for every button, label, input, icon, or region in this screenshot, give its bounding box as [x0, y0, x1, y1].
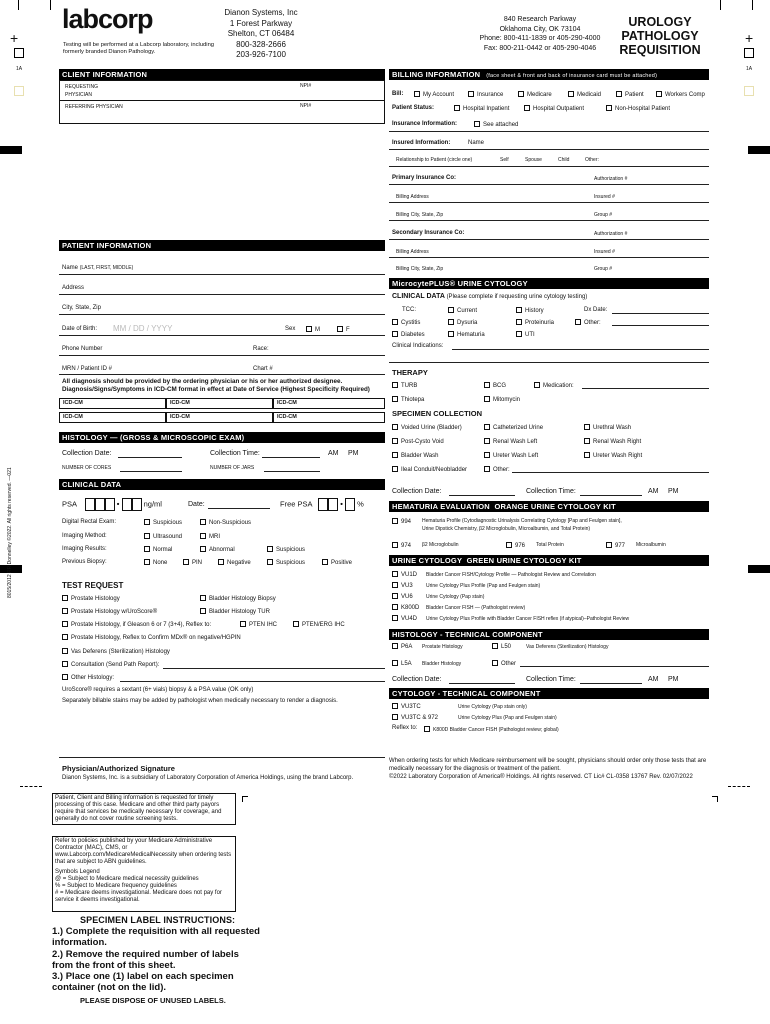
insured-info-label: Insured Information:: [392, 140, 451, 146]
labcorp-logo: labcorp: [62, 4, 153, 34]
test-977[interactable]: 977: [606, 542, 625, 549]
psa-label: PSA • ng/ml: [62, 498, 162, 511]
microcyte-collection-time-field[interactable]: [580, 495, 642, 496]
dre-label: Digital Rectal Exam:: [62, 519, 117, 525]
insured-name-label: Name: [468, 140, 485, 146]
microcyte-collection-date-label: Collection Date:: [392, 488, 442, 495]
primary-insured-num-label: Insured #: [594, 194, 615, 200]
psa-digit-2[interactable]: [95, 498, 105, 511]
test-vu4d[interactable]: VU4D: [392, 615, 417, 622]
test-pten-erg-ihc[interactable]: PTEN/ERG IHC: [293, 621, 345, 628]
therapy-medication[interactable]: Medication:: [534, 382, 574, 389]
tech-am[interactable]: AM: [648, 676, 659, 683]
primary-billing-address-field[interactable]: [389, 202, 709, 203]
relation-spouse[interactable]: Spouse: [525, 157, 542, 163]
primary-group-num-label: Group #: [594, 212, 613, 218]
opt-cystitis[interactable]: Cystitis: [392, 319, 420, 326]
secondary-insurance-field[interactable]: [389, 239, 709, 240]
test-vas-deferens[interactable]: Vas Deferens (Sterilization) Histology: [62, 648, 170, 655]
icd-field-1[interactable]: ICD-CM: [59, 398, 166, 409]
faint-mark: [744, 86, 754, 96]
test-pten-ihc[interactable]: PTEN IHC: [240, 621, 277, 628]
imaging-suspicious[interactable]: Suspicious: [267, 546, 305, 553]
test-vu4d-desc: Urine Cytology Plus Profile with Bladder Cancer FISH reflex (if atypical)–Pathologist Review: [426, 616, 630, 622]
dre-suspicious[interactable]: Suspicious: [144, 519, 182, 526]
signature-field[interactable]: [59, 757, 385, 758]
test-vu6-desc: Urine Cytology (Pap stain): [426, 594, 485, 600]
patient-city-field[interactable]: [59, 314, 385, 315]
corner-mark: [242, 796, 248, 802]
signature-label: Physician/Authorized Signature: [62, 764, 175, 773]
test-prostate-histology[interactable]: Prostate Histology: [62, 595, 120, 602]
test-other-histology[interactable]: Other Histology:: [62, 674, 114, 681]
diagnosis-note-1: All diagnosis should be provided by the ordering physician or his or her authorized designee.: [62, 378, 343, 385]
therapy-thiotepa[interactable]: Thiotepa: [392, 396, 424, 403]
biopsy-positive[interactable]: Positive: [322, 559, 352, 566]
test-976[interactable]: 976: [506, 542, 525, 549]
tech-collection-time-field[interactable]: [580, 683, 642, 684]
icd-field-3[interactable]: ICD-CM: [273, 398, 385, 409]
histology-collection-time-field[interactable]: [262, 457, 320, 458]
patient-info-heading: PATIENT INFORMATION: [59, 240, 385, 251]
phone-label: Phone Number: [62, 346, 103, 352]
histology-collection-time-label: Collection Time:: [210, 450, 260, 457]
test-vu3tc-desc: Urine Cytology (Pap stain only): [458, 704, 527, 710]
specimen-renal-right[interactable]: Renal Wash Right: [584, 438, 641, 445]
dob-label: Date of Birth:: [62, 326, 98, 332]
opt-proteinuria[interactable]: Proteinuria: [516, 319, 554, 326]
specimen-urethral-wash[interactable]: Urethral Wash: [584, 424, 631, 431]
crop-mark: [720, 0, 721, 10]
tech-pm[interactable]: PM: [668, 676, 679, 683]
test-request-heading: TEST REQUEST: [62, 581, 124, 590]
crop-mark: [50, 0, 51, 10]
histology-tech-heading: HISTOLOGY - TECHNICAL COMPONENT: [389, 629, 709, 640]
secondary-billing-address-field[interactable]: [389, 257, 709, 258]
clinical-data-heading: CLINICAL DATA: [59, 479, 385, 490]
imaging-method-label: Imaging Method:: [62, 533, 107, 539]
free-psa-digit-2[interactable]: [328, 498, 338, 511]
cores-field[interactable]: [120, 471, 182, 472]
copyright: ©2022 Laboratory Corporation of America® Holdings. All rights reserved. CT Lic# CL-0358 13767 Rev. 02/07/2022: [389, 774, 693, 780]
specimen-renal-left[interactable]: Renal Wash Left: [484, 438, 537, 445]
sex-label: Sex: [285, 326, 296, 332]
opt-diabetes[interactable]: Diabetes: [392, 331, 425, 338]
patient-address-label: Address: [62, 285, 85, 291]
specimen-bladder-wash[interactable]: Bladder Wash: [392, 452, 438, 459]
dx-date-label: Dx Date:: [584, 307, 608, 313]
test-vu3tc[interactable]: VU3TC: [392, 703, 421, 710]
square-mark: [14, 48, 24, 58]
mrn-field[interactable]: [59, 374, 385, 375]
test-prostate-gleason-reflex[interactable]: Prostate Histology, if Gleason 6 or 7 (3+4), Reflex to:: [62, 621, 211, 628]
corner-mark: [712, 796, 718, 802]
psa-digit-4[interactable]: [122, 498, 132, 511]
sex-m-checkbox[interactable]: M: [306, 326, 320, 333]
histology-tech-other-field[interactable]: [520, 666, 709, 667]
crop-mark: [20, 786, 42, 787]
imaging-abnormal[interactable]: Abnormal: [200, 546, 235, 553]
specimen-post-cysto[interactable]: Post-Cysto Void: [392, 438, 444, 445]
stains-note: Separately billable stains may be added by pathologist when medically necessary to render a diagnosis.: [62, 698, 338, 704]
instructions-list: 1.) Complete the requisition with all requested information. 2.) Remove the required number of labels from the front of this sheet. 3.) Place one (1) label on each specimen container (not on the lid).: [52, 926, 260, 994]
test-bladder-tur[interactable]: Bladder Histology TUR: [200, 608, 270, 615]
referring-physician-field[interactable]: [61, 111, 311, 119]
therapy-heading: THERAPY: [392, 368, 428, 377]
icd-field-5[interactable]: ICD-CM: [166, 412, 273, 423]
crop-mark: [18, 0, 19, 10]
registration-mark: [0, 146, 22, 154]
diagnosis-note-2: Diagnosis/Signs/Symptoms in ICD-CM format in effect at Date of Service (Highest Specificity Required): [62, 386, 370, 393]
test-976-desc: Total Protein: [536, 542, 564, 548]
bill-label: Bill:: [392, 91, 404, 97]
requesting-physician-field[interactable]: [61, 91, 311, 99]
primary-billing-city-field[interactable]: [389, 220, 709, 221]
status-non-hospital[interactable]: Non-Hospital Patient: [606, 105, 670, 112]
medicare-note: When ordering tests for which Medicare reimbursement will be sought, physicians should order only those tests that are medically necessary for the diagnosis or treatment of the patient.: [389, 758, 707, 772]
patient-name-label: Name (LAST, FIRST, MIDDLE): [62, 265, 134, 271]
psa-digit-3[interactable]: [105, 498, 115, 511]
corner-label: 1A: [16, 66, 23, 72]
tech-collection-time-label: Collection Time:: [526, 676, 576, 683]
see-attached-checkbox[interactable]: See attached: [474, 121, 518, 128]
opt-other-field[interactable]: [612, 325, 709, 326]
form-title: UROLOGY PATHOLOGY REQUISITION: [619, 15, 701, 57]
cores-label: NUMBER OF CORES: [62, 465, 112, 471]
imaging-normal[interactable]: Normal: [144, 546, 172, 553]
therapy-turb[interactable]: TURB: [392, 382, 417, 389]
opt-uti[interactable]: UTI: [516, 331, 535, 338]
test-l5a[interactable]: L5A: [392, 660, 412, 667]
status-outpatient[interactable]: Hospital Outpatient: [524, 105, 584, 112]
status-inpatient[interactable]: Hospital Inpatient: [454, 105, 509, 112]
patient-city-label: City, State, Zip: [62, 305, 101, 311]
test-bladder-biopsy[interactable]: Bladder Histology Biopsy: [200, 595, 276, 602]
tcc-current[interactable]: Current: [448, 307, 477, 314]
company-address: Dianon Systems, Inc 1 Forest Parkway Shelton, CT 06484 800-328-2666 203-926-7100: [224, 8, 298, 59]
consultation-field[interactable]: [163, 668, 385, 669]
secondary-insured-num-label: Insured #: [594, 249, 615, 255]
registration-mark: [748, 565, 770, 573]
client-info-heading: CLIENT INFORMATION: [59, 69, 385, 80]
specimen-collection-heading: SPECIMEN COLLECTION: [392, 409, 483, 418]
cytology-tech-heading: CYTOLOGY - TECHNICAL COMPONENT: [389, 688, 709, 699]
square-mark: [744, 48, 754, 58]
test-p6a[interactable]: P6A: [392, 643, 412, 650]
test-994[interactable]: 994: [392, 518, 411, 525]
dob-field[interactable]: MM / DD / YYYY: [113, 324, 173, 333]
test-l5a-desc: Bladder Histology: [422, 661, 462, 667]
relation-child[interactable]: Child: [558, 157, 570, 163]
relation-other[interactable]: Other:: [585, 157, 599, 163]
biopsy-negative[interactable]: Negative: [218, 559, 251, 566]
bill-my-account[interactable]: My Account: [414, 91, 454, 98]
secondary-authorization-label: Authorization #: [594, 231, 628, 237]
chart-label: Chart #: [253, 366, 273, 372]
microcyte-heading: MicrocytePLUS® URINE CYTOLOGY: [389, 278, 709, 289]
icd-field-2[interactable]: ICD-CM: [166, 398, 273, 409]
jars-label: NUMBER OF JARS: [210, 465, 255, 471]
test-974-desc: β2 Microglobulin: [422, 542, 459, 548]
lab-address: 840 Research Parkway Oklahoma City, OK 73104 Phone: 800-411-1839 or 405-290-4000 Fax: 800-211-0442 or 405-290-4046: [479, 16, 601, 52]
relation-self[interactable]: Self: [500, 157, 509, 163]
specimen-voided-urine[interactable]: Voided Urine (Bladder): [392, 424, 462, 431]
opt-other[interactable]: Other:: [575, 319, 601, 326]
relationship-label: Relationship to Patient (circle one): [396, 157, 473, 163]
specimen-catheterized[interactable]: Catheterized Urine: [484, 424, 543, 431]
therapy-bcg[interactable]: BCG: [484, 382, 506, 389]
corner-label: 1A: [746, 66, 753, 72]
bill-insurance[interactable]: Insurance: [468, 91, 503, 98]
bill-workers-comp[interactable]: Workers Comp: [656, 91, 705, 98]
specimen-ileal-conduit[interactable]: Ileal Conduit/Neobladder: [392, 466, 467, 473]
test-confirm-mdx[interactable]: Prostate Histology, Reflex to Confirm MDx® on negative/HGPIN: [62, 634, 241, 641]
clinical-indications-field[interactable]: [452, 349, 709, 350]
psa-digit-1[interactable]: [85, 498, 95, 511]
crop-mark: [728, 786, 750, 787]
race-label: Race:: [253, 346, 269, 352]
histology-heading: HISTOLOGY — (GROSS & MICROSCOPIC EXAM): [59, 432, 385, 443]
specimen-other[interactable]: Other:: [484, 466, 510, 473]
biopsy-pin[interactable]: PIN: [183, 559, 202, 566]
primary-insurance-label: Primary Insurance Co:: [392, 175, 457, 181]
jars-field[interactable]: [264, 471, 320, 472]
bill-medicare[interactable]: Medicare: [518, 91, 552, 98]
side-print-text: 8015/2012 RR Donnelley ©2022. All rights reserved. —021: [7, 467, 13, 598]
secondary-insurance-label: Secondary Insurance Co:: [392, 230, 465, 236]
dispose-note: PLEASE DISPOSE OF UNUSED LABELS.: [80, 996, 226, 1005]
medical-necessity-box: Patient, Client and Billing information is requested for timely processing of this case. Medicare and other third party payors require that services be medically necessary for coverage, and generally do not cover routine screening tests.: [52, 793, 236, 825]
previous-biopsy-label: Previous Biopsy:: [62, 559, 107, 565]
phone-field[interactable]: [59, 355, 385, 356]
microcyte-pm[interactable]: PM: [668, 488, 679, 495]
microcyte-am[interactable]: AM: [648, 488, 659, 495]
primary-billing-address-label: Billing Address: [396, 194, 429, 200]
free-psa-label: Free PSA • %: [280, 498, 364, 511]
biopsy-none[interactable]: None: [144, 559, 167, 566]
other-histology-field[interactable]: [120, 681, 385, 682]
secondary-billing-address-label: Billing Address: [396, 249, 429, 255]
test-k800d[interactable]: K800D: [392, 604, 419, 611]
urine-cytology-heading: URINE CYTOLOGY GREEN URINE CYTOLOGY KIT: [389, 555, 709, 566]
psa-date-label: Date:: [188, 501, 205, 508]
billing-info-heading: BILLING INFORMATION (face sheet & front and back of insurance card must be attached): [389, 69, 709, 80]
histology-am[interactable]: AM: [328, 450, 339, 457]
tcc-history[interactable]: History: [516, 307, 544, 314]
test-977-desc: Microalbumin: [636, 542, 666, 548]
secondary-group-num-label: Group #: [594, 266, 613, 272]
test-vu3[interactable]: VU3: [392, 582, 413, 589]
microcyte-collection-date-field[interactable]: [449, 495, 515, 496]
dre-non-suspicious[interactable]: Non-Suspicious: [200, 519, 251, 526]
opt-dysuria[interactable]: Dysuria: [448, 319, 477, 326]
test-vu1d[interactable]: VU1D: [392, 571, 417, 578]
test-vu3tc-972[interactable]: VU3TC & 972: [392, 714, 438, 721]
faint-mark: [14, 86, 24, 96]
registration-mark: [748, 146, 770, 154]
legend-box: Refer to policies published by your Medicare Administrative Contractor (MAC), CMS, or www.Labcorp.com/MedicareMedicalNecessity when ordering tests that are subject to ABN guidelines. Symbols Legend @ = Subject to Medicare medical necessity guidelines % = Subject to Medicare frequency guidelines # = Medicare deems investigational. Medicare does not pay for service it deems investigational.: [52, 836, 236, 912]
mrn-label: MRN / Patient ID #: [62, 366, 113, 372]
test-vu6[interactable]: VU6: [392, 593, 413, 600]
test-994-desc-2: Urine Dipstick Chemistry, β2 Microglobulin, Microalbumin, and Total Protein): [422, 526, 591, 532]
subsidiary-note: Dianon Systems, Inc. is a subsidiary of Laboratory Corporation of America Holdings, using the brand Labcorp.: [62, 775, 354, 781]
medication-field[interactable]: [582, 388, 709, 389]
therapy-mitomycin[interactable]: Mitomycin: [484, 396, 520, 403]
sex-f-checkbox[interactable]: F: [337, 326, 350, 333]
patient-name-field[interactable]: [59, 274, 385, 275]
psa-digit-5[interactable]: [132, 498, 142, 511]
insurance-info-label: Insurance Information:: [392, 121, 458, 127]
test-974[interactable]: 974: [392, 542, 411, 549]
test-l50-desc: Vas Deferens (Sterilization) Histology: [526, 644, 609, 650]
test-l50[interactable]: L50: [492, 643, 511, 650]
primary-billing-city-label: Billing City, State, Zip: [396, 212, 444, 218]
histology-pm[interactable]: PM: [348, 450, 359, 457]
instructions-title: SPECIMEN LABEL INSTRUCTIONS:: [80, 915, 236, 925]
tcc-label: TCC:: [402, 307, 416, 313]
histology-tech-other[interactable]: Other: [492, 660, 516, 667]
test-k800d-desc: Bladder Cancer FISH — (Pathologist review): [426, 605, 526, 611]
test-consultation[interactable]: Consultation (Send Path Report):: [62, 661, 159, 668]
insured-name-field[interactable]: [389, 149, 709, 150]
test-prostate-uroscore[interactable]: Prostate Histology w/UroScore®: [62, 608, 157, 615]
test-vu3tc-972-desc: Urine Cytology Plus (Pap and Feulgen stain): [458, 715, 557, 721]
tech-collection-date-label: Collection Date:: [392, 676, 442, 683]
test-p6a-desc: Prostate Histology: [422, 644, 463, 650]
testing-note: Testing will be performed at a Labcorp laboratory, including formerly branded Dianon Pathology.: [63, 42, 215, 55]
hematuria-heading: HEMATURIA EVALUATION ORANGE URINE CYTOLOGY KIT: [389, 501, 709, 512]
biopsy-suspicious[interactable]: Suspicious: [267, 559, 305, 566]
clinical-indications-label: Clinical Indications:: [392, 343, 444, 349]
reflex-label: Reflex to:: [392, 725, 418, 731]
secondary-billing-city-label: Billing City, State, Zip: [396, 266, 444, 272]
test-vu1d-desc: Bladder Cancer FISH/Cytology Profile — Pathologist Review and Correlation: [426, 572, 596, 578]
microcyte-clinical-label: CLINICAL DATA (Please complete if requesting urine cytology testing): [392, 293, 588, 300]
crosshair-icon: +: [745, 30, 754, 46]
histology-collection-date-field[interactable]: [118, 457, 182, 458]
dx-date-field[interactable]: [612, 313, 709, 314]
specimen-other-field[interactable]: [512, 472, 709, 473]
psa-date-field[interactable]: [208, 508, 270, 509]
specimen-ureter-right[interactable]: Ureter Wash Right: [584, 452, 642, 459]
imaging-ultrasound[interactable]: Ultrasound: [144, 533, 182, 540]
uroscore-note: UroScore® requires a sextant (6+ vials) biopsy & a PSA value (OK only): [62, 687, 254, 693]
tech-collection-date-field[interactable]: [449, 683, 515, 684]
reflex-k800d[interactable]: K800D Bladder Cancer FISH (Pathologist review; global): [424, 726, 559, 733]
opt-hematuria[interactable]: Hematuria: [448, 331, 485, 338]
bill-medicaid[interactable]: Medicaid: [568, 91, 601, 98]
patient-address-field[interactable]: [59, 294, 385, 295]
free-psa-digit-1[interactable]: [318, 498, 328, 511]
histology-collection-date-label: Collection Date:: [62, 450, 112, 457]
imaging-mri[interactable]: MRI: [200, 533, 220, 540]
primary-authorization-label: Authorization #: [594, 176, 628, 182]
client-info-box: REQUESTING PHYSICIAN NPI# REFERRING PHYSICIAN NPI#: [59, 80, 385, 124]
test-vu3-desc: Urine Cytology Plus Profile (Pap and Feulgen stain): [426, 583, 541, 589]
crosshair-icon: +: [10, 30, 19, 46]
icd-field-6[interactable]: ICD-CM: [273, 412, 385, 423]
crop-mark: [752, 0, 753, 10]
microcyte-collection-time-label: Collection Time:: [526, 488, 576, 495]
free-psa-digit-3[interactable]: [345, 498, 355, 511]
icd-field-4[interactable]: ICD-CM: [59, 412, 166, 423]
test-994-desc-1: Hematuria Profile (Cytodiagnostic Urinalysis Correlating Cytology [Pap and Feulgen stain],: [422, 518, 622, 524]
specimen-ureter-left[interactable]: Ureter Wash Left: [484, 452, 538, 459]
imaging-results-label: Imaging Results:: [62, 546, 107, 552]
bill-patient[interactable]: Patient: [616, 91, 644, 98]
patient-status-label: Patient Status:: [392, 105, 435, 111]
primary-insurance-field[interactable]: [389, 184, 709, 185]
